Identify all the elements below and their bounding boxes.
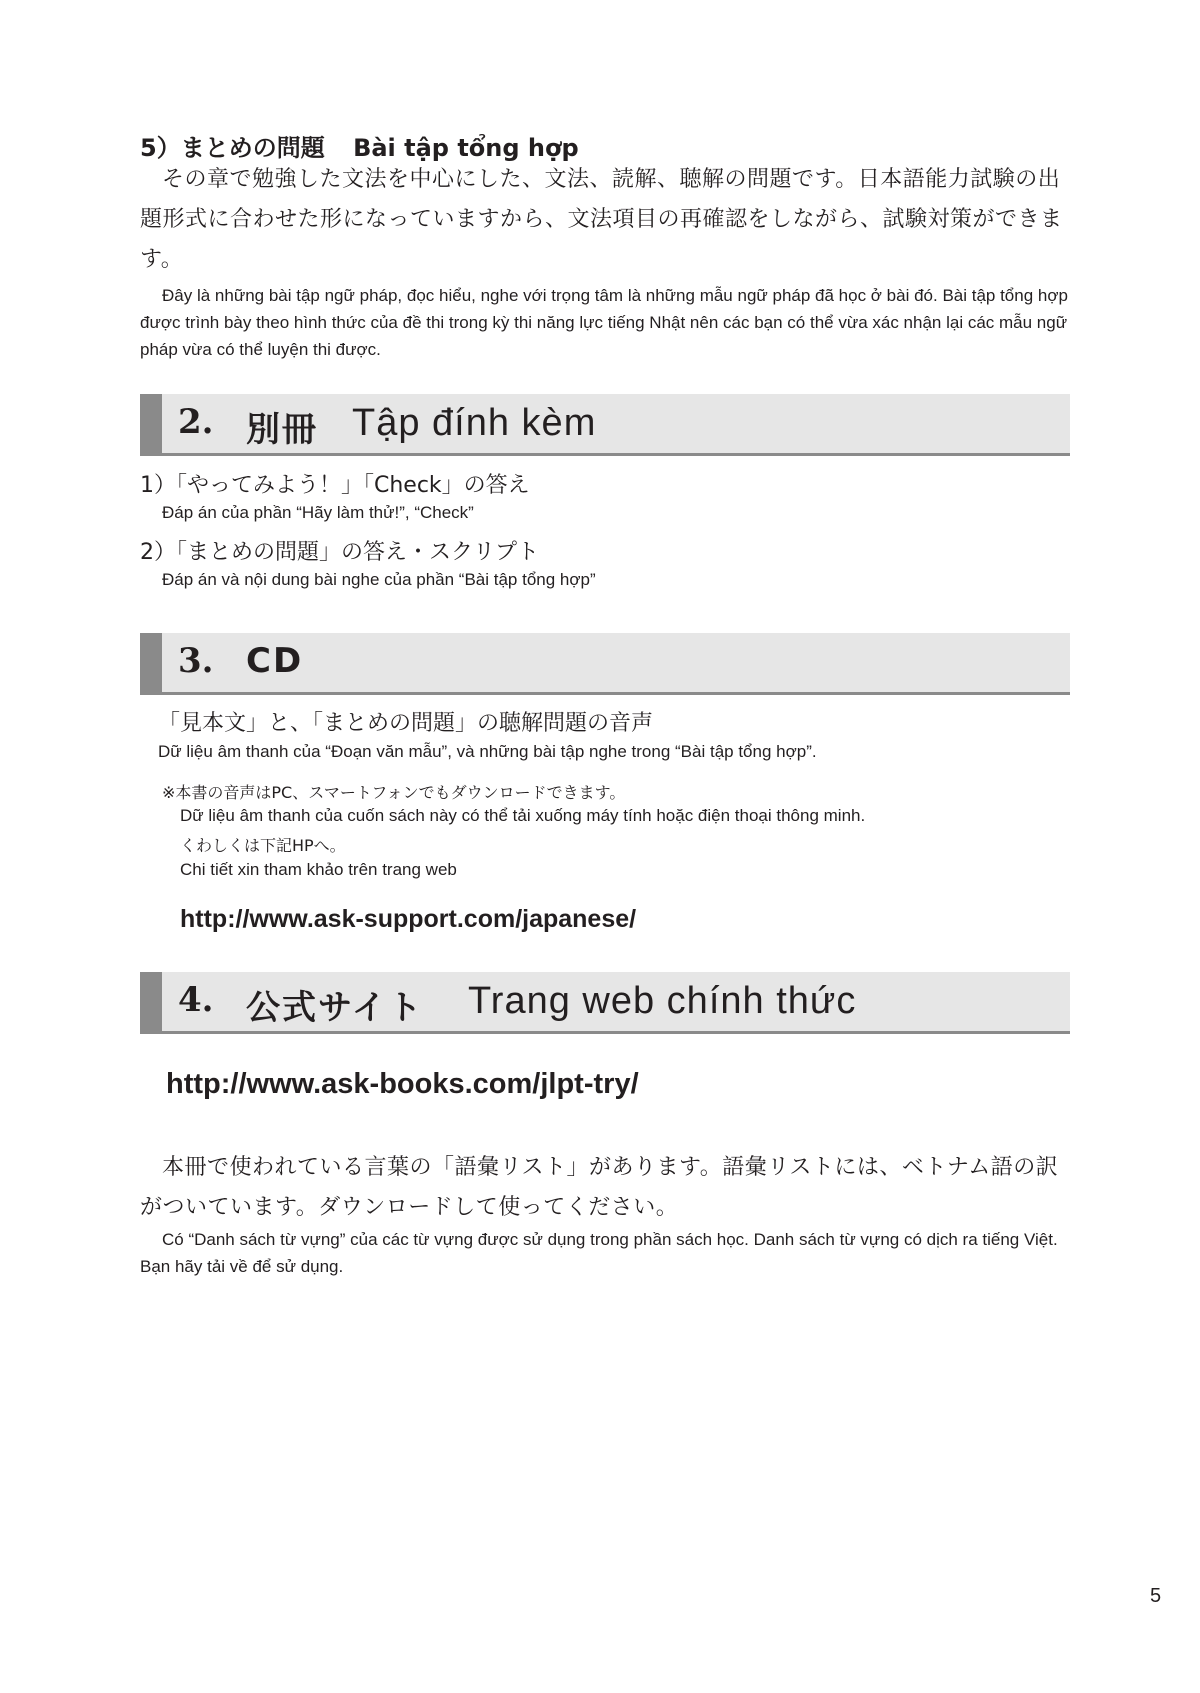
section-title: CD: [246, 641, 304, 681]
list-item-ja: 1）「やってみよう！」「Check」の答え: [140, 473, 530, 498]
section-number: 4.: [178, 980, 214, 1020]
section-title-ja: 公式サイト: [246, 988, 424, 1028]
vocab-body-vi: Có “Danh sách từ vựng” của các từ vựng được sử dụng trong phần sách học. Danh sách từ vựng có dịch ra tiếng Việt. Bạn hãy tải về để sử dụng.: [140, 1230, 1058, 1276]
subsection-heading: [140, 128, 579, 163]
section-number: 2.: [178, 402, 214, 442]
list-item-vi: Đáp án và nội dung bài nghe của phần “Bài tập tổng hợp”: [162, 570, 596, 589]
list-item-ja: 2）「まとめの問題」の答え・スクリプト: [140, 540, 539, 565]
section-number: 3.: [178, 641, 214, 681]
section-title-vi: Trang web chính thức: [468, 980, 857, 1022]
list-item: [140, 535, 1070, 590]
cd-note-ja: ※本書の音声はPC、スマートフォンでもダウンロードできます。: [162, 783, 626, 802]
cd-detail-ja: くわしくは下記HPへ。: [180, 836, 346, 855]
cd-detail-vi: Chi tiết xin tham khảo trên trang web: [180, 860, 457, 879]
section-title-ja: 別冊: [246, 410, 318, 450]
section-header-4: [140, 972, 1070, 1034]
page-number: 5: [1150, 1585, 1162, 1607]
cd-body-vi: Dữ liệu âm thanh của “Đoạn văn mẫu”, và những bài tập nghe trong “Bài tập tổng hợp”.: [158, 742, 817, 761]
list-item: [140, 468, 1070, 523]
list-item-vi: Đáp án của phần “Hãy làm thử!”, “Check”: [162, 503, 474, 522]
cd-note-vi: Dữ liệu âm thanh của cuốn sách này có thể tải xuống máy tính hoặc điện thoại thông minh.: [180, 806, 866, 825]
vocab-body-ja: 本冊で使われている言葉の「語彙リスト」があります。語彙リストには、ベトナム語の訳がついています。ダウンロードして使ってください。: [140, 1155, 1059, 1220]
section-header-3: [140, 633, 1070, 695]
subsection-heading-vi: Bài tập tổng hợp: [353, 134, 579, 162]
subsection-body-vi: Đây là những bài tập ngữ pháp, đọc hiểu, nghe với trọng tâm là những mẫu ngữ pháp đã học ở bài đó. Bài tập tổng hợp được trình bày theo hình thức của đề thi trong kỳ thi năng lực tiếng Nhật nên các bạn có thể vừa xác nhận lại các mẫu ngữ pháp vừa có thể luyện thi được.: [140, 286, 1068, 359]
subsection-body-ja: その章で勉強した文法を中心にした、文法、読解、聴解の問題です。日本語能力試験の出題形式に合わせた形になっていますから、文法項目の再確認をしながら、試験対策ができます。: [140, 167, 1063, 272]
cd-body-ja: 「見本文」と、「まとめの問題」の聴解問題の音声: [158, 711, 654, 736]
subsection-heading-ja: 5）まとめの問題: [140, 134, 325, 162]
section-title-vi: Tập đính kèm: [352, 402, 597, 444]
section-header-2: [140, 394, 1070, 456]
support-url-link[interactable]: http://www.ask-support.com/japanese/: [180, 905, 637, 933]
official-site-url-link[interactable]: http://www.ask-books.com/jlpt-try/: [166, 1068, 639, 1100]
